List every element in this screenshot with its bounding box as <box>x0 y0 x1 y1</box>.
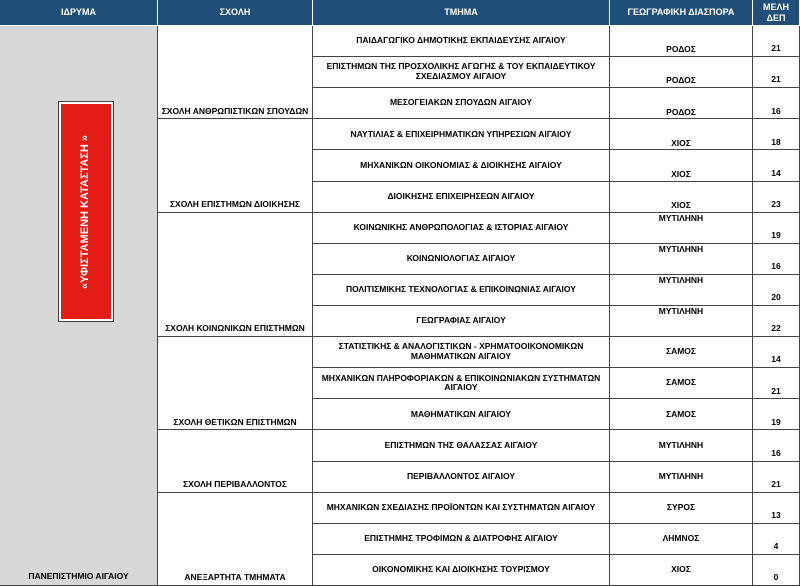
university-cell <box>0 26 158 586</box>
department-cell: ΕΠΙΣΤΗΜΗΣ ΤΡΟΦΙΜΩΝ & ΔΙΑΤΡΟΦΗΣ ΑΙΓΑΙΟΥ <box>313 524 610 555</box>
header-members: ΜΕΛΗ ΔΕΠ <box>753 0 800 26</box>
department-cell: ΜΗΧΑΝΙΚΩΝ ΣΧΕΔΙΑΣΗΣ ΠΡΟΪΟΝΤΩΝ ΚΑΙ ΣΥΣΤΗΜΑΤΩΝ ΑΙΓΑΙΟΥ <box>313 493 610 524</box>
members-cell: 16 <box>753 88 800 119</box>
header-university: ΙΔΡΥΜΑ <box>0 0 158 26</box>
members-cell: 19 <box>753 213 800 244</box>
members-cell: 23 <box>753 182 800 213</box>
department-cell: ΣΤΑΤΙΣΤΙΚΗΣ & ΑΝΑΛΟΓΙΣΤΙΚΩΝ - ΧΡΗΜΑΤΟΟΙΚΟΝΟΜΙΚΩΝ ΜΑΘΗΜΑΤΙΚΩΝ ΑΙΓΑΙΟΥ <box>313 337 610 368</box>
header-location: ΓΕΩΓΡΑΦΙΚΗ ΔΙΑΣΠΟΡΑ <box>610 0 753 26</box>
location-cell: ΣΥΡΟΣ <box>610 493 753 524</box>
location-cell: ΜΥΤΙΛΗΝΗ <box>610 462 753 493</box>
department-cell: ΟΙΚΟΝΟΜΙΚΗΣ ΚΑΙ ΔΙΟΙΚΗΣΗΣ ΤΟΥΡΙΣΜΟΥ <box>313 555 610 586</box>
members-cell: 14 <box>753 150 800 181</box>
location-cell: ΣΑΜΟΣ <box>610 399 753 430</box>
department-cell: ΕΠΙΣΤΗΜΩΝ ΤΗΣ ΘΑΛΑΣΣΑΣ ΑΙΓΑΙΟΥ <box>313 430 610 461</box>
department-cell: ΚΟΙΝΩΝΙΟΛΟΓΙΑΣ ΑΙΓΑΙΟΥ <box>313 244 610 275</box>
location-cell: ΧΙΟΣ <box>610 119 753 150</box>
members-cell: 21 <box>753 462 800 493</box>
school-cell: ΣΧΟΛΗ ΑΝΘΡΩΠΙΣΤΙΚΩΝ ΣΠΟΥΔΩΝ <box>158 26 313 119</box>
location-cell: ΣΑΜΟΣ <box>610 368 753 399</box>
location-cell: ΧΙΟΣ <box>610 150 753 181</box>
members-cell: 13 <box>753 493 800 524</box>
school-cell: ΑΝΕΞΑΡΤΗΤΑ ΤΜΗΜΑΤΑ <box>158 493 313 586</box>
department-cell: ΜΑΘΗΜΑΤΙΚΩΝ ΑΙΓΑΙΟΥ <box>313 399 610 430</box>
location-cell: ΛΗΜΝΟΣ <box>610 524 753 555</box>
location-cell: ΡΟΔΟΣ <box>610 26 753 57</box>
department-cell: ΜΕΣΟΓΕΙΑΚΩΝ ΣΠΟΥΔΩΝ ΑΙΓΑΙΟΥ <box>313 88 610 119</box>
department-cell: ΠΑΙΔΑΓΩΓΙΚΟ ΔΗΜΟΤΙΚΗΣ ΕΚΠΑΙΔΕΥΣΗΣ ΑΙΓΑΙΟΥ <box>313 26 610 57</box>
department-cell: ΜΗΧΑΝΙΚΩΝ ΟΙΚΟΝΟΜΙΑΣ & ΔΙΟΙΚΗΣΗΣ ΑΙΓΑΙΟΥ <box>313 150 610 181</box>
department-cell: ΓΕΩΓΡΑΦΙΑΣ ΑΙΓΑΙΟΥ <box>313 306 610 337</box>
members-cell: 21 <box>753 368 800 399</box>
location-cell: ΜΥΤΙΛΗΝΗ <box>610 430 753 461</box>
location-cell: ΡΟΔΟΣ <box>610 57 753 88</box>
location-cell: ΣΑΜΟΣ <box>610 337 753 368</box>
location-cell: ΧΙΟΣ <box>610 182 753 213</box>
school-cell: ΣΧΟΛΗ ΘΕΤΙΚΩΝ ΕΠΙΣΤΗΜΩΝ <box>158 337 313 430</box>
status-badge-text: «ΥΦΙΣΤΑΜΕΝΗ ΚΑΤΑΣΤΑΣΗ » <box>79 134 92 289</box>
status-badge <box>59 102 113 321</box>
department-cell: ΜΗΧΑΝΙΚΩΝ ΠΛΗΡΟΦΟΡΙΑΚΩΝ & ΕΠΙΚΟΙΝΩΝΙΑΚΩΝ ΣΥΣΤΗΜΑΤΩΝ ΑΙΓΑΙΟΥ <box>313 368 610 399</box>
members-cell: 21 <box>753 26 800 57</box>
department-cell: ΠΕΡΙΒΑΛΛΟΝΤΟΣ ΑΙΓΑΙΟΥ <box>313 462 610 493</box>
members-cell: 21 <box>753 57 800 88</box>
department-cell: ΔΙΟΙΚΗΣΗΣ ΕΠΙΧΕΙΡΗΣΕΩΝ ΑΙΓΑΙΟΥ <box>313 182 610 213</box>
location-cell: ΜΥΤΙΛΗΝΗ <box>610 213 753 244</box>
location-cell: ΜΥΤΙΛΗΝΗ <box>610 306 753 337</box>
department-cell: ΝΑΥΤΙΛΙΑΣ & ΕΠΙΧΕΙΡΗΜΑΤΙΚΩΝ ΥΠΗΡΕΣΙΩΝ ΑΙΓΑΙΟΥ <box>313 119 610 150</box>
location-cell: ΜΥΤΙΛΗΝΗ <box>610 275 753 306</box>
members-cell: 16 <box>753 430 800 461</box>
school-cell: ΣΧΟΛΗ ΕΠΙΣΤΗΜΩΝ ΔΙΟΙΚΗΣΗΣ <box>158 119 313 212</box>
members-cell: 20 <box>753 275 800 306</box>
members-cell: 14 <box>753 337 800 368</box>
header-school: ΣΧΟΛΗ <box>158 0 313 26</box>
school-cell: ΣΧΟΛΗ ΠΕΡΙΒΑΛΛΟΝΤΟΣ <box>158 430 313 492</box>
location-cell: ΧΙΟΣ <box>610 555 753 586</box>
members-cell: 16 <box>753 244 800 275</box>
location-cell: ΜΥΤΙΛΗΝΗ <box>610 244 753 275</box>
department-cell: ΚΟΙΝΩΝΙΚΗΣ ΑΝΘΡΩΠΟΛΟΓΙΑΣ & ΙΣΤΟΡΙΑΣ ΑΙΓΑΙΟΥ <box>313 213 610 244</box>
members-cell: 4 <box>753 524 800 555</box>
members-cell: 0 <box>753 555 800 586</box>
members-cell: 18 <box>753 119 800 150</box>
header-department: ΤΜΗΜΑ <box>313 0 610 26</box>
members-cell: 19 <box>753 399 800 430</box>
school-cell: ΣΧΟΛΗ ΚΟΙΝΩΝΙΚΩΝ ΕΠΙΣΤΗΜΩΝ <box>158 213 313 337</box>
location-cell: ΡΟΔΟΣ <box>610 88 753 119</box>
department-cell: ΠΟΛΙΤΙΣΜΙΚΗΣ ΤΕΧΝΟΛΟΓΙΑΣ & ΕΠΙΚΟΙΝΩΝΙΑΣ ΑΙΓΑΙΟΥ <box>313 275 610 306</box>
members-cell: 22 <box>753 306 800 337</box>
department-cell: ΕΠΙΣΤΗΜΩΝ ΤΗΣ ΠΡΟΣΧΟΛΙΚΗΣ ΑΓΩΓΗΣ & ΤΟΥ ΕΚΠΑΙΔΕΥΤΙΚΟΥ ΣΧΕΔΙΑΣΜΟΥ ΑΙΓΑΙΟΥ <box>313 57 610 88</box>
university-name: ΠΑΝΕΠΙΣΤΗΜΙΟ ΑΙΓΑΙΟΥ <box>28 571 129 582</box>
